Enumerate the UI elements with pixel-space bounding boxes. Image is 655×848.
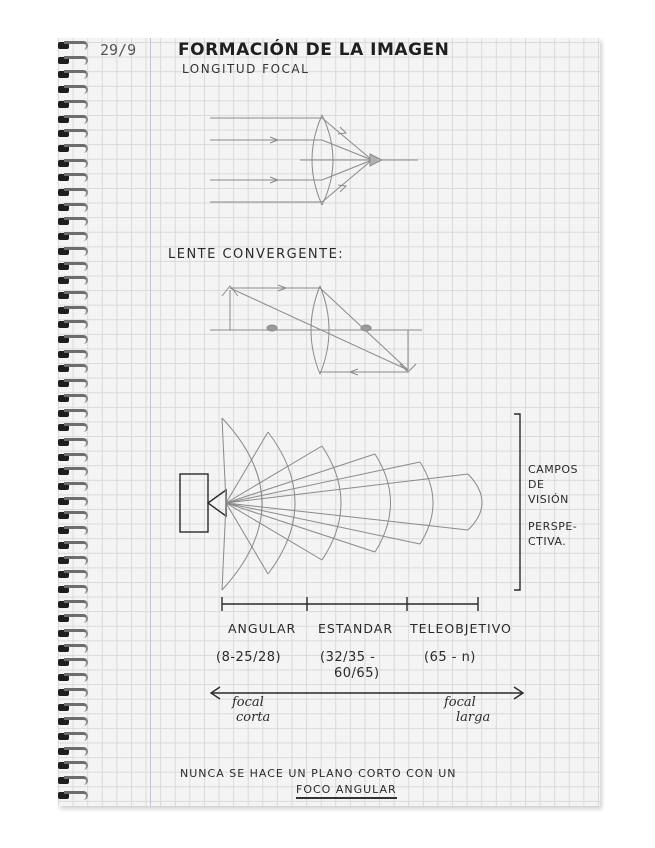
page-date: 29/9 <box>100 41 137 59</box>
focal-long-line1: focal <box>444 695 476 710</box>
range-estandar-line2: 60/65) <box>334 666 380 681</box>
lens-cone-icon <box>208 490 226 516</box>
side-note-line1: CAMPOS <box>528 463 578 476</box>
converging-lens-diagram <box>210 285 422 375</box>
section-heading-lens: LENTE CONVERGENTE: <box>168 247 345 262</box>
footer-note-line1: NUNCA SE HACE UN PLANO CORTO CON UN <box>180 767 457 780</box>
field-of-view-diagram <box>180 414 520 590</box>
focal-length-diagram <box>210 115 418 205</box>
focal-short-line2: corta <box>236 710 271 725</box>
footer-note-line2: FOCO ANGULAR <box>296 783 397 799</box>
focal-short-line1: focal <box>232 695 264 710</box>
label-angular: ANGULAR <box>228 621 297 636</box>
page-subtitle: LONGITUD FOCAL <box>182 62 310 76</box>
page-title: FORMACIÓN DE LA IMAGEN <box>178 40 450 60</box>
range-teleobjetivo: (65 - n) <box>424 650 476 665</box>
label-estandar: ESTANDAR <box>318 621 394 636</box>
side-note-line4: PERSPE- <box>528 520 578 533</box>
side-note-line2: DE <box>528 478 545 491</box>
side-note-line3: VISIÓN <box>528 493 569 506</box>
range-estandar-line1: (32/35 - <box>320 650 376 665</box>
label-teleobjetivo: TELEOBJETIVO <box>410 621 512 636</box>
focal-long-line2: larga <box>456 710 491 725</box>
side-note-line5: CTIVA. <box>528 535 567 548</box>
camera-body-icon <box>180 474 208 532</box>
focal-scale <box>222 597 478 611</box>
range-angular: (8-25/28) <box>216 650 282 665</box>
bracket <box>514 414 520 590</box>
